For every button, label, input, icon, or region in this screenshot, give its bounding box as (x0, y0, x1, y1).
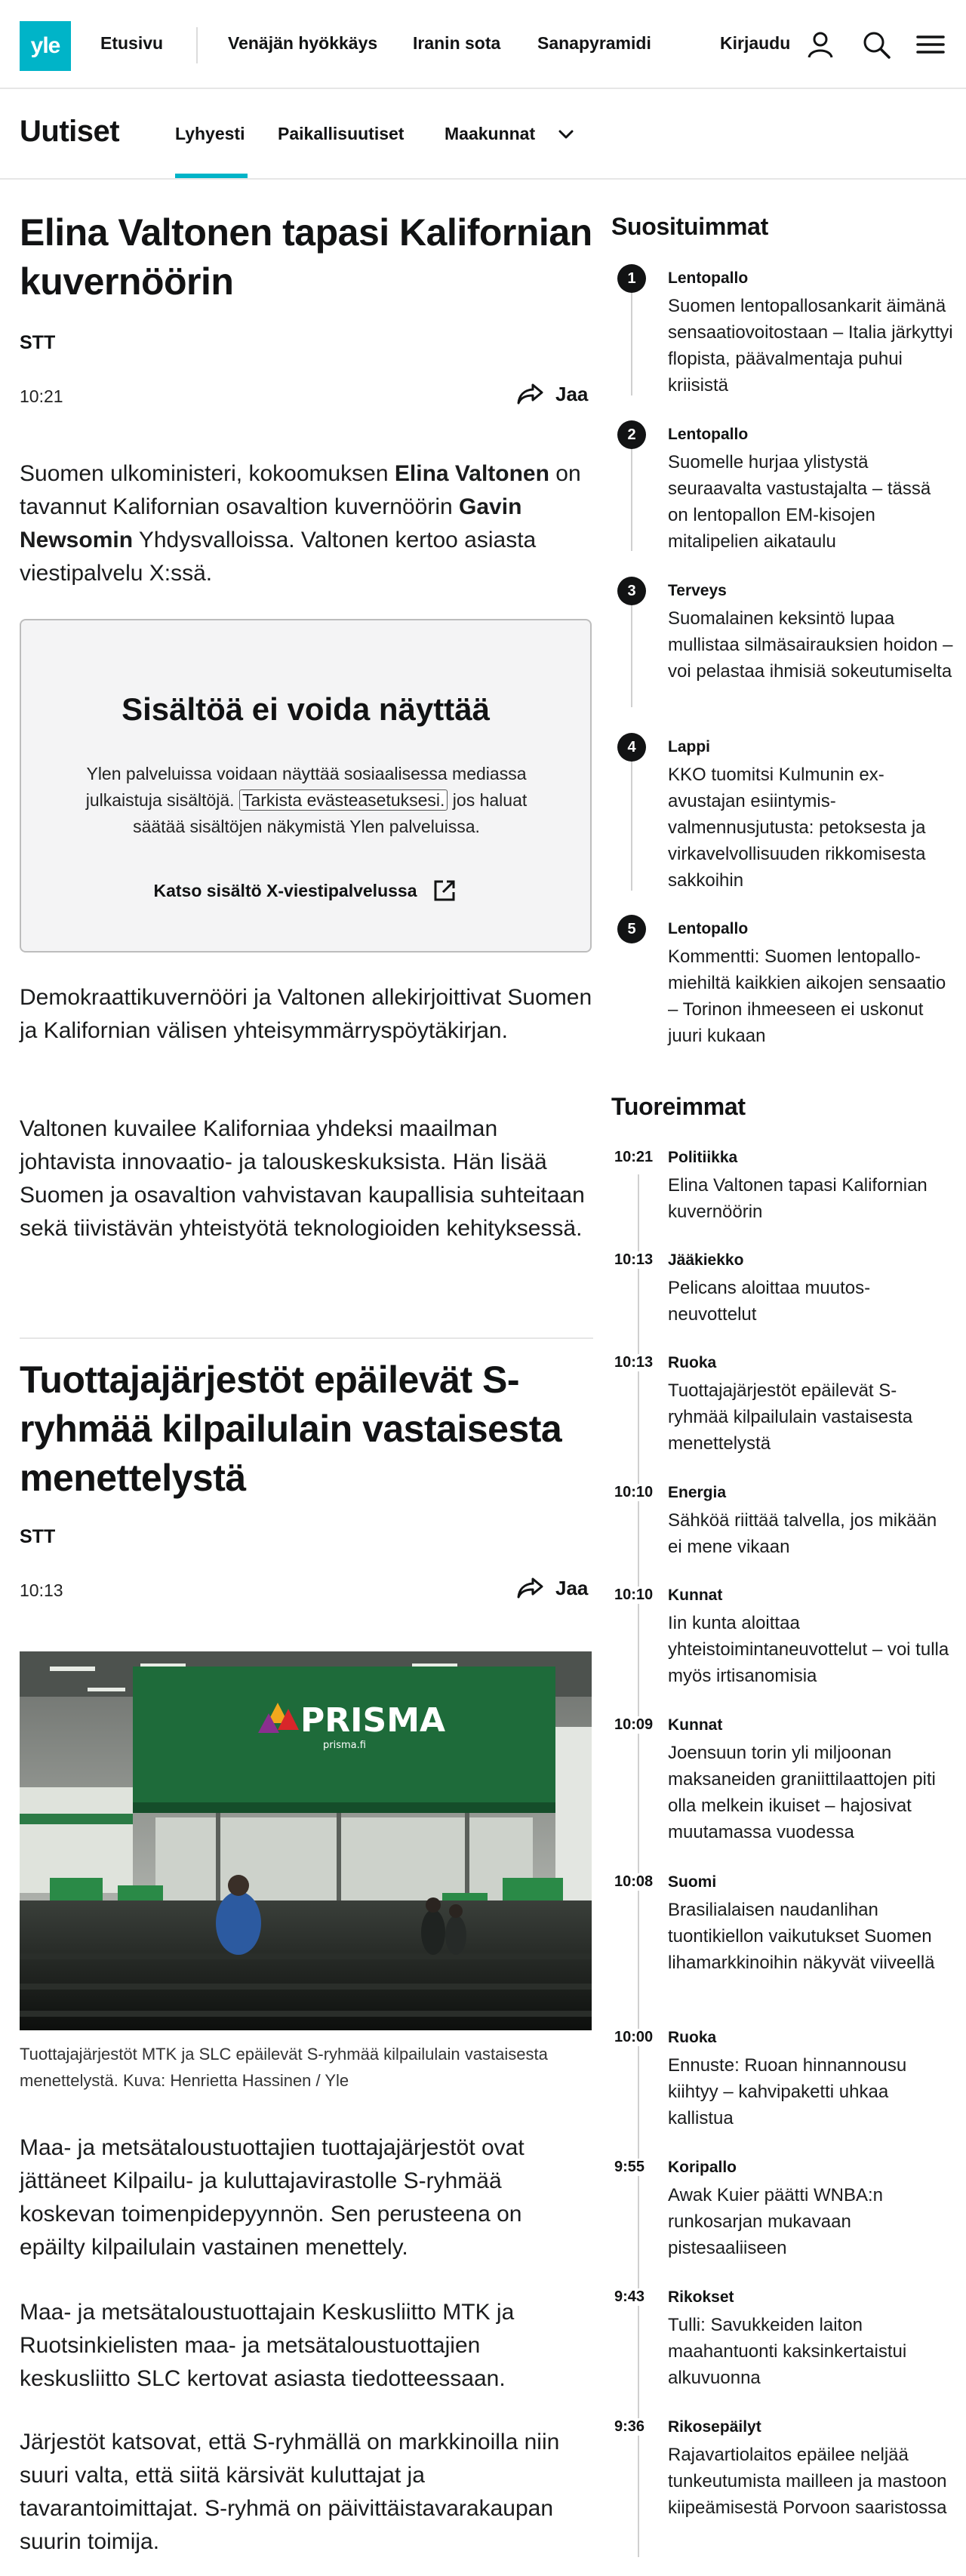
latest-item-category: Politiikka (668, 1149, 738, 1166)
article-byline: STT (20, 332, 56, 353)
article-paragraph: Valtonen kuvailee Kaliforniaa yhdeksi maailman johtavista innovaatio- ja talouskeskuksista. Hän lisää Suomen ja osavaltion vahvistavan kaupallisia suhteitaan sekä tiivistävän yhteistyötä teknologioiden kehityksessä. (20, 1116, 585, 1241)
article-paragraph: Maa- ja metsätaloustuottajain Keskusliitto MTK ja Ruotsinkielisten maa- ja metsätaloustuottajien keskusliitto SLC kertovat asiasta tiedotteessaan. (20, 2300, 515, 2391)
latest-heading: Tuoreimmat (611, 1093, 746, 1120)
latest-item-link[interactable]: Iin kunta aloittaa yhteistoimintaneuvottelut – voi tulla myös irtisanomisia (668, 1613, 949, 1686)
latest-item-time: 10:13 (614, 1354, 654, 1371)
latest-item-category: Kunnat (668, 1587, 723, 1604)
share-button[interactable] (516, 1576, 588, 1600)
latest-item-category: Energia (668, 1484, 727, 1501)
latest-item-category: Ruoka (668, 1354, 717, 1371)
latest-item-link[interactable]: Joensuun torin yli miljoonan maksaneiden graniittilaattojen piti olla melkein ikuiset – hajosivat muutamassa vuodessa (668, 1743, 936, 1842)
latest-item-category: Jääkiekko (668, 1251, 744, 1269)
rank-badge: 4 (617, 733, 646, 762)
latest-item-time: 10:10 (614, 1484, 654, 1500)
latest-item-category: Rikosepäilyt (668, 2418, 761, 2436)
search-icon[interactable] (859, 27, 894, 62)
user-icon[interactable] (803, 27, 838, 62)
nav-divider (196, 27, 198, 63)
embed-notice: Ylen palveluissa voidaan näyttää sosiaalisessa mediassa julkaistuja sisältöjä. Tarkista evästeasetuksesi. jos haluat säätää sisältöjen näkymistä Ylen palveluissa. (85, 764, 528, 836)
latest-item-category: Suomi (668, 1873, 717, 1891)
article-image[interactable] (20, 1651, 592, 2030)
latest-item-category: Ruoka (668, 2029, 717, 2046)
blocked-embed (20, 619, 592, 953)
latest-item-time: 10:09 (614, 1716, 654, 1733)
timeline-line (638, 1174, 639, 2557)
timeline-line (631, 436, 632, 551)
latest-item-time: 9:55 (614, 2159, 645, 2175)
latest-item-category: Rikokset (668, 2288, 734, 2306)
share-button[interactable] (516, 382, 588, 406)
view-on-x-link[interactable] (21, 877, 590, 904)
article-divider (20, 1337, 593, 1339)
latest-item-link[interactable]: Ennuste: Ruoan hinnannousu kiihtyy – kahvipaketti uhkaa kallistua (668, 2055, 907, 2128)
share-label: Jaa (555, 1576, 589, 1599)
article-title: Elina Valtonen tapasi Kalifornian kuvernöörin (20, 211, 592, 303)
yle-logo[interactable]: yle (20, 21, 71, 71)
timeline-line (631, 592, 632, 707)
login-link[interactable]: Kirjaudu (720, 33, 791, 53)
timeline-line (631, 749, 632, 891)
share-icon (516, 1576, 545, 1600)
popular-item-link[interactable]: KKO tuomitsi Kulmunin ex-avustajan esiintymis-valmennusjutusta: petoksesta ja virkavelvollisuuden rikkomisesta sakkoihin (668, 765, 926, 891)
latest-item-time: 10:10 (614, 1587, 654, 1603)
latest-item-time: 10:13 (614, 1251, 654, 1268)
article-paragraph: Järjestöt katsovat, että S-ryhmällä on markkinoilla niin suuri valta, että siitä kärsivät kuluttajat ja tavarantoimittajat. S-ryhmä on päivittäistavarakaupan suurin toimija. (20, 2430, 560, 2554)
latest-item-link[interactable]: Rajavartiolaitos epäilee neljää tunkeutumista mailleen ja mastoon kiipeämisestä Porvoon saaristossa (668, 2445, 947, 2518)
latest-item-link[interactable]: Sähköä riittää talvella, jos mikään ei mene vikaan (668, 1510, 937, 1557)
popular-item-link[interactable]: Kommentti: Suomen lentopallo-miehiltä kaikkien aikojen sensaatio – Torinon ihmeeseen ei uskonut juuri kukaan (668, 946, 946, 1046)
nav-sanapyramidi[interactable]: Sanapyramidi (537, 33, 651, 53)
image-caption: Tuottajajärjestöt MTK ja SLC epäilevät S-ryhmää kilpailulain vastaisesta menettelystä. Kuva: Henrietta Hassinen / Yle (20, 2045, 548, 2090)
timeline-line (631, 281, 632, 395)
popular-item-category: Terveys (668, 582, 727, 599)
latest-item-link[interactable]: Awak Kuier päätti WNBA:n runkosarjan mukavaan pistesaaliiseen (668, 2185, 884, 2258)
share-label: Jaa (555, 382, 589, 405)
embed-title: Sisältöä ei voida näyttää (122, 691, 490, 727)
menu-icon[interactable] (913, 27, 948, 62)
article-time: 10:13 (20, 1580, 63, 1600)
latest-item-link[interactable]: Tuottajajärjestöt epäilevät S-ryhmää kilpailulain vastaisesta menettelystä (668, 1380, 913, 1454)
article-paragraph: Demokraattikuvernööri ja Valtonen allekirjoittivat Suomen ja Kalifornian välisen yhteisymmärryspöytäkirjan. (20, 985, 592, 1043)
latest-item-time: 10:21 (614, 1149, 654, 1165)
rank-badge: 3 (617, 577, 646, 605)
latest-item-time: 9:43 (614, 2288, 645, 2305)
latest-item-link[interactable]: Pelicans aloittaa muutos-neuvottelut (668, 1278, 871, 1325)
popular-item-link[interactable]: Suomalainen keksintö lupaa mullistaa silmäsairauksien hoidon – voi pelastaa ihmisiä sokeutumiselta (668, 608, 953, 682)
latest-item-time: 9:36 (614, 2418, 645, 2435)
external-link-icon (431, 877, 458, 904)
latest-item-link[interactable]: Brasilialaisen naudanlihan tuontikiellon vaikutukset Suomen lihamarkkinoihin näkyvät viiveellä (668, 1900, 935, 1973)
nav-iranin-sota[interactable]: Iranin sota (413, 33, 501, 53)
tab-lyhyesti[interactable]: Lyhyesti (175, 124, 245, 143)
store-sign-url: prisma.fi (323, 1740, 366, 1751)
article-title: Tuottajajärjestöt epäilevät S-ryhmää kilpailulain vastaisesta menettelystä (20, 1359, 562, 1499)
popular-item-category: Lentopallo (668, 269, 749, 287)
latest-item-category: Koripallo (668, 2159, 737, 2176)
popular-heading: Suosituimmat (611, 213, 768, 240)
article-paragraph: Suomen ulkoministeri, kokoomuksen Elina Valtonen on tavannut Kalifornian osavaltion kuvernöörin Gavin Newsomin Yhdysvalloissa. Valtonen kertoo asiasta viestipalvelu X:ssä. (20, 461, 581, 586)
active-tab-indicator (175, 174, 248, 178)
site-header (0, 0, 966, 89)
popular-item-link[interactable]: Suomelle hurjaa ylistystä seuraavalta vastustajalta – tässä on lentopallon EM-kisojen mitalipelien aikataulu (668, 452, 931, 552)
person-name: Gavin Newsomin (20, 494, 522, 552)
chevron-down-icon[interactable] (557, 128, 575, 140)
article-time: 10:21 (20, 386, 63, 406)
article-byline: STT (20, 1526, 56, 1547)
latest-item-link[interactable]: Elina Valtonen tapasi Kalifornian kuvernöörin (668, 1175, 928, 1222)
latest-item-time: 10:08 (614, 1873, 654, 1890)
store-sign-text: PRISMA (300, 1701, 446, 1740)
popular-item-link[interactable]: Suomen lentopallosankarit äimänä sensaatiovoitostaan – Italia järkyttyi flopista, päävalmentaja puhui kriisistä (668, 296, 953, 395)
latest-item-time: 10:00 (614, 2029, 654, 2045)
popular-item-category: Lentopallo (668, 920, 749, 937)
person-name: Elina Valtonen (394, 461, 549, 486)
tab-paikallisuutiset[interactable]: Paikallisuutiset (278, 124, 405, 143)
popular-item-category: Lentopallo (668, 426, 749, 443)
store-photo (20, 1651, 592, 2030)
popular-item-category: Lappi (668, 738, 710, 756)
rank-badge: 2 (617, 420, 646, 449)
nav-etusivu[interactable]: Etusivu (100, 33, 164, 53)
cookie-settings-link[interactable]: Tarkista evästeasetuksesi. (239, 789, 448, 811)
share-icon (516, 382, 545, 406)
nav-venajan-hyokkays[interactable]: Venäjän hyökkäys (228, 33, 378, 53)
latest-item-link[interactable]: Tulli: Savukkeiden laiton maahantuonti kaksinkertaistui alkuvuonna (668, 2315, 907, 2388)
rank-badge: 5 (617, 915, 646, 943)
view-on-x-label: Katso sisältö X-viestipalvelussa (153, 880, 417, 900)
rank-badge: 1 (617, 264, 646, 293)
latest-item-category: Kunnat (668, 1716, 723, 1734)
section-title[interactable]: Uutiset (20, 115, 120, 148)
tab-maakunnat[interactable]: Maakunnat (445, 124, 536, 143)
article-paragraph: Maa- ja metsätaloustuottajien tuottajajärjestöt ovat jättäneet Kilpailu- ja kuluttajavirastolle S-ryhmää koskevan toimenpidepyynnön. Sen perusteena on epäilty kilpailulain vastainen menettely. (20, 2135, 525, 2260)
